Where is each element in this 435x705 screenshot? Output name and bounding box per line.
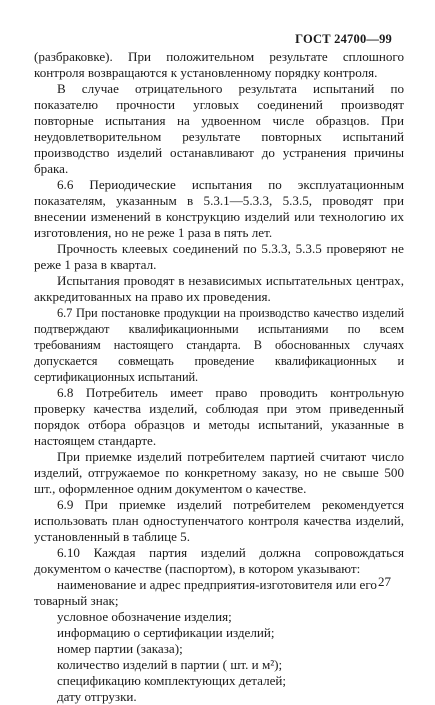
- standard-header: ГОСТ 24700—99: [295, 32, 392, 46]
- list-item: количество изделий в партии ( шт. и м²);: [57, 657, 283, 672]
- list-item: условное обозначение изделия;: [57, 609, 232, 624]
- list-item: номер партии (заказа);: [57, 641, 183, 656]
- page-number: 27: [378, 574, 391, 589]
- paragraph-continuation: (разбраковке). При положительном результате сплошного контроля возвращаются к установленному порядку контроля.: [34, 49, 404, 80]
- paragraph-glue-strength: Прочность клеевых соединений по 5.3.3, 5.3.5 проверяют не реже 1 раза в квартал.: [34, 241, 404, 272]
- paragraph-batch-definition: При приемке изделий потребителем партией считают число изделий, отгружаемое по конкретному заказу, но не свыше 500 шт., оформленное одним документом о качестве.: [34, 449, 404, 496]
- list-item: спецификацию комплектующих деталей;: [57, 673, 287, 688]
- list-item: дату отгрузки.: [57, 689, 137, 704]
- paragraph-6-10: 6.10 Каждая партия изделий должна сопровождаться документом о качестве (паспортом), в котором указывают:: [34, 545, 404, 576]
- list-item: наименование и адрес предприятия-изготовителя или его товарный знак;: [34, 577, 377, 608]
- paragraph-6-6: 6.6 Периодические испытания по эксплуатационным показателям, указанным в 5.3.1—5.3.3, 5.3.5, проводят при внесении изменений в конструкцию изделий или технологию их изготовления, но не реже 1 раза в пять лет.: [34, 177, 404, 240]
- paragraph-6-9: 6.9 При приемке изделий потребителем рекомендуется использовать план одноступенчатого контроля качества изделий, установленный в таблице 5.: [34, 497, 404, 544]
- paragraph-test-centers: Испытания проводят в независимых испытательных центрах, аккредитованных на право их проведения.: [34, 273, 404, 304]
- list-item: информацию о сертификации изделий;: [57, 625, 275, 640]
- document-body: [34, 49, 404, 705]
- paragraph-6-7: 6.7 При постановке продукции на производство качество изделий подтверждают квалификационными испытаниями по всем требованиям настоящего стандарта. В обоснованных случаях допускается совмещать проведение квалификационных и сертификационных испытаний.: [34, 306, 404, 384]
- passport-contents-list: [34, 577, 404, 705]
- paragraph-6-8: 6.8 Потребитель имеет право проводить контрольную проверку качества изделий, соблюдая при этом приведенный порядок отбора образцов и методы испытаний, указанные в настоящем стандарте.: [34, 385, 404, 448]
- paragraph-repeat-tests: В случае отрицательного результата испытаний по показателю прочности угловых соединений производят повторные испытания на удвоенном числе образцов. При неудовлетворительном результате повторных испытаний производство изделий останавливают до устранения причины брака.: [34, 81, 404, 176]
